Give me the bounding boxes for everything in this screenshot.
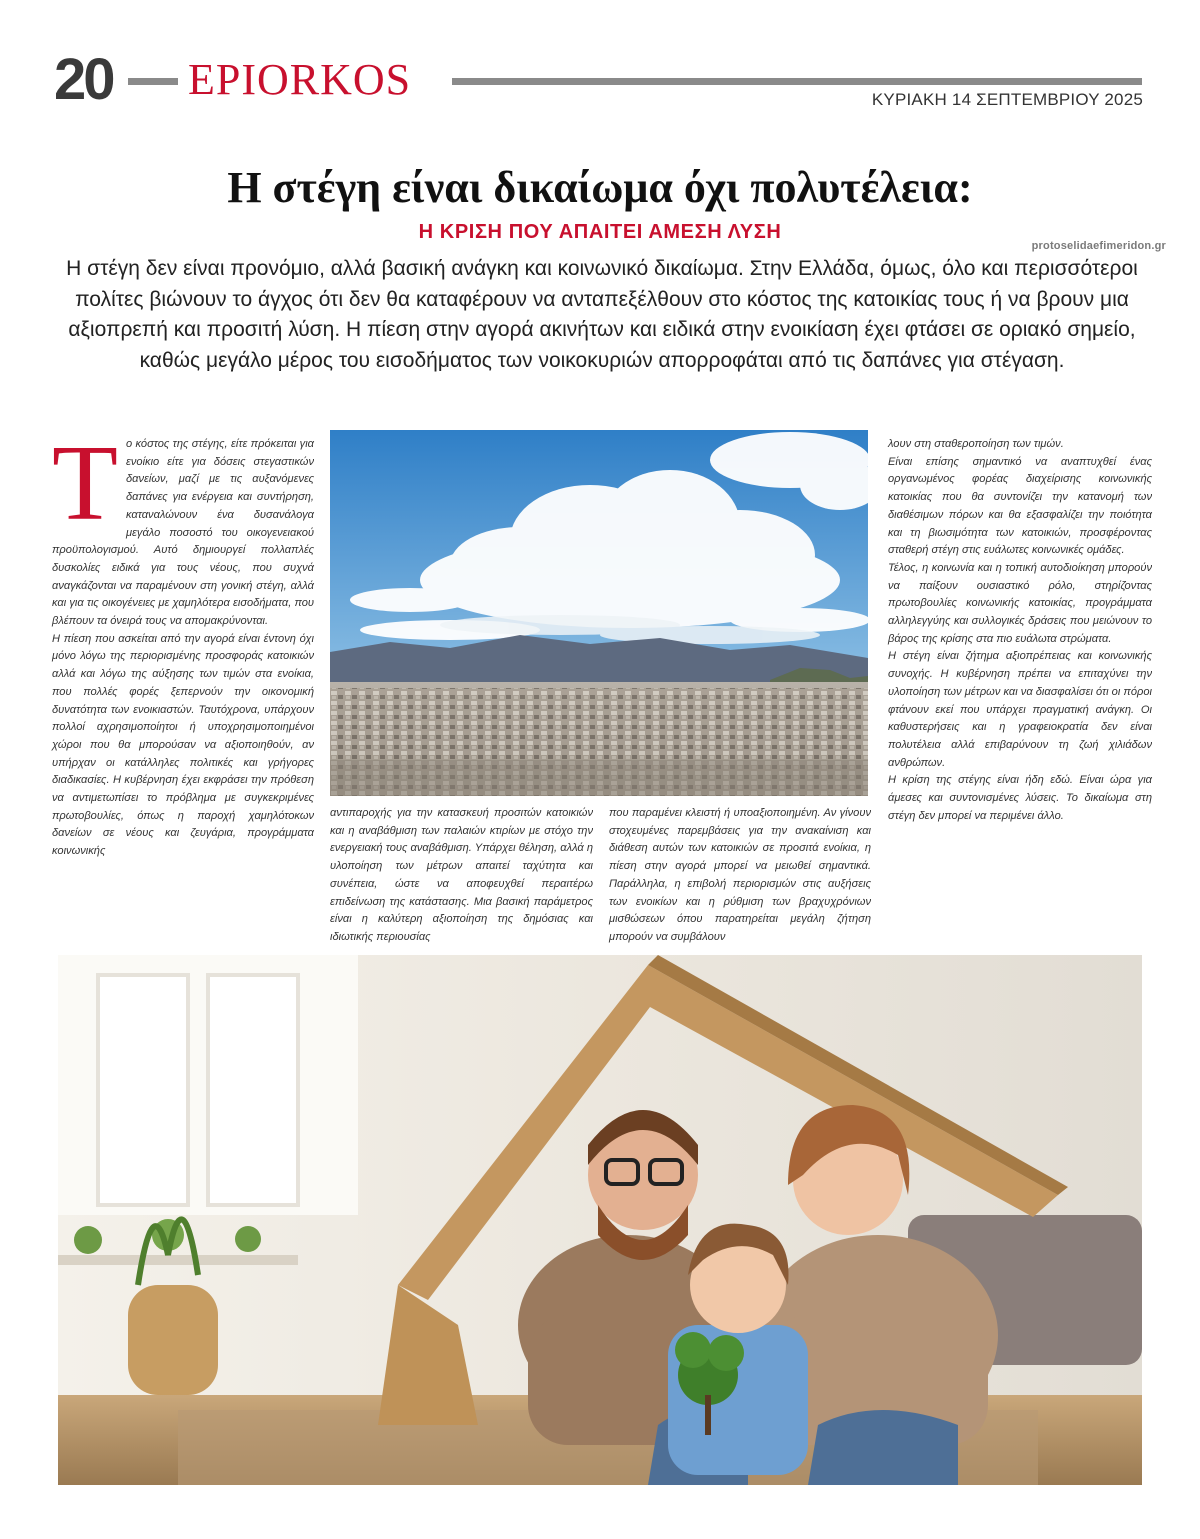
paragraph: που παραμένει κλειστή ή υποαξιοποιημένη. Αν γίνουν στοχευμένες παρεμβάσεις για την ανακαίνιση και διάθεση αυτών των κατοικιών σε προσιτά ενοίκια, η πίεση στην αγορά μπορεί να μειωθεί σημαντικά. Παράλληλα, η επιβολή περιορισμών στις αυξήσεις των ενοικίων και η ρύθμιση των βραχυχρόνιων μισθώσεων όπου παρατηρείται μεγάλη ζήτηση μπορούν να συμβάλουν <box>609 807 871 943</box>
masthead-rule-short <box>128 78 178 85</box>
issue-date: ΚΥΡΙΑΚΗ 14 ΣΕΠΤΕΜΒΡΙΟΥ 2025 <box>871 90 1143 109</box>
article-kicker: Η ΚΡΙΣΗ ΠΟΥ ΑΠΑΙΤΕΙ ΑΜΕΣΗ ΛΥΣΗ <box>418 221 782 243</box>
article-standfirst: Η στέγη δεν είναι προνόμιο, αλλά βασική ανάγκη και κοινωνικό δικαίωμα. Στην Ελλάδα, όμως, όλο και περισσότεροι πολίτες βιώνουν το άγχος ότι δεν θα καταφέρουν να ανταπεξέλθουν στο κόστος της κατοικίας τους ή να βρουν μια αξιοπρεπή και προσιτή λύση. Η πίεση στην αγορά ακινήτων και ειδικά στην ενοικίαση έχει φτάσει σε οριακό σημείο, καθώς μεγάλο μέρος του εισοδήματος των νοικοκυριών απορροφάται από τις δαπάνες για στέγαση. <box>66 257 1138 372</box>
paragraph: Η κρίση της στέγης είναι ήδη εδώ. Είναι ώρα για άμεσες και συντονισμένες λύσεις. Το δικαίωμα στη στέγη δεν μπορεί να περιμένει άλλο. <box>888 774 1152 822</box>
paragraph: Η στέγη είναι ζήτημα αξιοπρέπειας και κοινωνικής συνοχής. Η κυβέρνηση πρέπει να επιταχύνει την υλοποίηση των μέτρων και να διασφαλίσει ότι οι πόροι φτάνουν εκεί που υπάρχει πραγματική ανάγκη. Οι καθυστερήσεις και η γραφειοκρατία δεν είναι πολυτέλεια αλλά επιβαρύνουν τη ζωή χιλιάδων ανθρώπων. <box>888 650 1152 769</box>
masthead-rule-long <box>452 78 1142 85</box>
athens-cityscape-photo <box>330 430 868 796</box>
source-watermark: protoselidaefimeridon.gr <box>1031 240 1166 252</box>
paragraph: λουν στη σταθεροποίηση των τιμών. <box>888 438 1064 450</box>
article-column-3 <box>609 805 871 947</box>
drop-cap: Τ <box>52 424 118 543</box>
article-headline: Η στέγη είναι δικαίωμα όχι πολυτέλεια: <box>227 163 973 212</box>
paragraph: αντιπαροχής για την κατασκευή προσιτών κατοικιών και η αναβάθμιση των παλαιών κτιρίων με στόχο την ενεργειακή τους αναβάθμιση. Υπάρχει θέληση, αλλά η υλοποίηση των μέτρων απαιτεί ταχύτητα και συνέπεια, ώστε να αποφευχθεί περαιτέρω επιδείνωση της κατάστασης. Μια βασική παράμετρος είναι η καλύτερη αξιοποίηση της δημόσιας και ιδιωτικής περιουσίας <box>330 807 593 943</box>
newspaper-brand: EPIORKOS <box>188 55 412 104</box>
paragraph: Η πίεση που ασκείται από την αγορά είναι έντονη όχι μόνο λόγω της περιορισμένης προσφοράς κατοικιών αλλά και λόγω της αύξησης των τιμών στα ενοίκια, που πολλές φορές ξεπερνούν την οικονομική δυνατότητα των ενοικιαστών. Ταυτόχρονα, υπάρχουν πολλοί αχρησιμοποίητοι ή υποχρησιμοποιημένοι χώροι που θα μπορούσαν να αξιοποιηθούν, αν υπήρχαν οι κατάλληλες πολιτικές και γρήγορες διαδικασίες. Η κυβέρνηση έχει εκφράσει την πρόθεση να αντιμετωπίσει το πρόβλημα με συγκεκριμένες πρωτοβουλίες, όπως η παροχή χαμηλότοκων δανείων σε νέους και ζευγάρια, προγράμματα κοινωνικής <box>52 632 314 858</box>
paragraph: Είναι επίσης σημαντικό να αναπτυχθεί ένας οργανωμένος φορέας διαχείρισης κοινωνικής κατοικίας που θα συντονίζει την κατανομή των διαθέσιμων πόρων και θα εξασφαλίζει την ποιότητα και τη βιωσιμότητα των κατοικιών, προσφέροντας σταθερή στέγη στις ευάλωτες κοινωνικές ομάδες. <box>888 455 1152 557</box>
paragraph: ο κόστος της στέγης, είτε πρόκειται για ενοίκιο είτε για δόσεις στεγαστικών δανείων, μαζί με τις αυξανόμενες δαπάνες για ενέργεια και συντήρηση, καταναλώνουν ένα δυσανάλογα μεγάλο ποσοστό του οικογενειακού προϋπολογισμού. Αυτό δημιουργεί πολλαπλές δυσκολίες ειδικά για τους νέους, που συχνά αναγκάζονται να παραμένουν στη γονική στέγη, αλλά και για τις οικογένειες με χαμηλότερα εισοδήματα, που βλέπουν τα όνειρά τους να απομακρύνονται. <box>52 438 314 628</box>
article-column-1 <box>52 424 314 861</box>
paragraph: Τέλος, η κοινωνία και η τοπική αυτοδιοίκηση μπορούν να παίξουν ουσιαστικό ρόλο, στηρίζοντας πρωτοβουλίες κοινωνικής κατοικίας, προγράμματα αλληλεγγύης και συλλογικές δράσεις που μειώνουν το βάρος της κρίσης στα πιο ευάλωτα στρώματα. <box>888 561 1152 645</box>
family-under-cardboard-roof-photo <box>58 955 1142 1485</box>
article-column-4 <box>888 436 1152 825</box>
page-number: 20 <box>54 47 113 112</box>
article-column-2 <box>330 805 593 947</box>
